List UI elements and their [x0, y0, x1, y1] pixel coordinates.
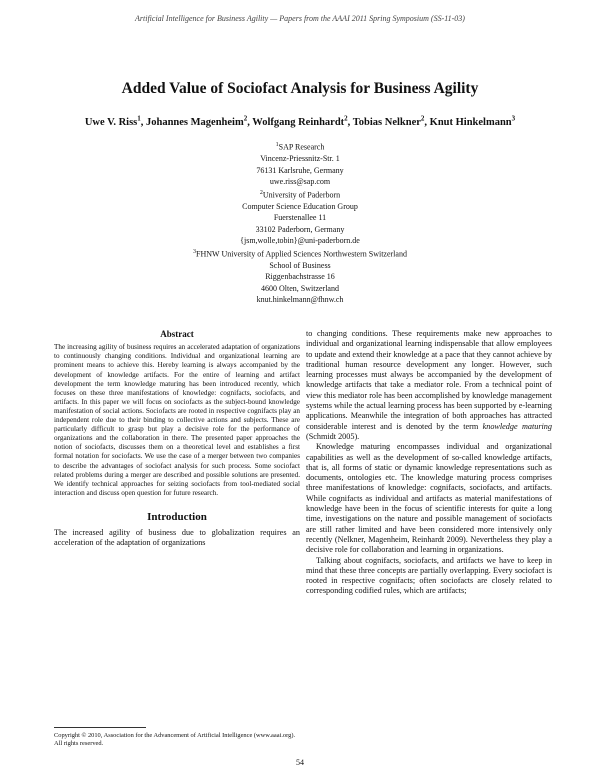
affiliations: [0, 140, 600, 306]
affiliation-line: 76131 Karlsruhe, Germany: [256, 165, 344, 175]
affiliation-line: $^1$SAP Research: [275, 142, 325, 152]
copyright-notice: Copyright © 2010, Association for the Advancement of Artificial Intelligence (www.aaai.org). All rights reserved.: [54, 732, 296, 747]
affiliation-line: Vincenz-Priessnitz-Str. 1: [260, 154, 340, 164]
author: Uwe V. Riss$^1$,: [84, 114, 146, 128]
affiliation-email[interactable]: {jsm,wolle,tobin}@uni-paderborn.de: [240, 236, 360, 246]
left-column: [54, 329, 300, 549]
abstract-text: The increasing agility of business requires an accelerated adaptation of organizations to continuously changing conditions. Individual and organizational learning are prominent means to achieve this. Hereby learning is always accompanied by the development of knowledge artifacts. For the entire of learning and artifact development the term knowledge maturing has been introduced recently, which focuses on these three manifestations of knowledge: cognifacts, sociofacts, and artifacts. In this paper we will focus on sociofacts as the subject-bound knowledge manifestation of social actions. Sociofacts are rooted in respective cognifacts play an independent role due to their binding to collective actions and subjects. These are particularly difficult to grasp but play a decisive role for the performance of organizations and the collaboration in there. The presented paper approaches the notion of sociofacts, discusses them on a theoretical level and establishes a first formal notation for sociofacts. We use the case of a merger between two companies to describe the advantages of sociofact analysis for such process. Some sociofact related problems during a merger are described and possible solutions are presented. We identify technical approaches for seizing sociofacts from tool-mediated social interaction and discuss open question for future research.: [54, 343, 300, 497]
running-header: Artificial Intelligence for Business Agility — Papers from the AAAI 2011 Spring Symposium (SS-11-03): [135, 14, 465, 23]
introduction-heading: Introduction: [147, 510, 207, 523]
affiliation-email[interactable]: knut.hinkelmann@fhnw.ch: [256, 295, 344, 305]
term-emphasis: knowledge maturing: [482, 421, 552, 431]
affiliation-line: $^3$FHNW University of Applied Sciences Northwestern Switzerland: [193, 248, 407, 259]
affiliation-line: Fuerstenallee 11: [273, 213, 327, 223]
affiliation-line: Riggenbachstrasse 16: [265, 272, 335, 282]
body-paragraph: Knowledge maturing encompasses individual and organizational capabilities as well as the development of so-called knowledge artifacts, that is, all forms of static or dynamic knowledge representations such as documents, ontologies etc. The knowledge maturing process comprises three manifestations of knowledge: cognifacts, sociofacts, and artifacts. While cognifacts as individual and artifacts as material manifestations of knowledge have been in the focus of scientific interests for quite a long time, investigations on the nature and possible management of sociofacts are still rather limited and have been considered more intensively only recently (Nelkner, Magenheim, Reinhardt 2009). Nevertheless they play a decisive role for collaboration and learning in organizations.: [306, 442, 552, 555]
author: Wolfgang Reinhardt$^2$,: [252, 114, 353, 128]
body-paragraph: Talking about cognifacts, sociofacts, and artifacts we have to keep in mind that these three concepts are partially overlapping. Every sociofact is rooted in respective cognifacts; often sociofacts are closely related to corresponding codified rules, which are artifacts;: [306, 555, 552, 596]
page-number: 54: [296, 758, 304, 767]
affiliation-email[interactable]: uwe.riss@sap.com: [269, 177, 331, 187]
affiliation-line: Computer Science Education Group: [242, 201, 358, 211]
footnote-divider: [54, 727, 146, 728]
right-column: [306, 329, 552, 597]
author: Knut Hinkelmann$^3$: [429, 114, 516, 128]
introduction-paragraph: The increased agility of business due to globalization requires an acceleration of the adaptation of organizations: [54, 528, 300, 548]
body-paragraph: to changing conditions. These requirements make new approaches to individual and organizational learning indispensable that allow employees to update and extend their knowledge at a pace that they cannot achieve by traditional human resource development any longer. However, such learning processes must always be accompanied by the development of knowledge artifacts that take a mediator role. From a technical point of view this mediator role has been accomplished by knowledge management systems while the actual learning process has been supported by e-learning applications. Meanwhile the integration of both approaches has attracted considerable interest and is denoted by the term knowledge maturing (Schmidt 2005).: [306, 329, 552, 441]
author-list: [0, 114, 600, 128]
affiliation-line: 4600 Olten, Switzerland: [261, 283, 339, 293]
author: Tobias Nelkner$^2$,: [352, 114, 430, 128]
abstract-heading: Abstract: [160, 329, 194, 339]
author: Johannes Magenheim$^2$,: [146, 114, 253, 128]
affiliation-line: $^2$University of Paderborn: [259, 189, 341, 200]
affiliation-line: School of Business: [269, 260, 331, 270]
affiliation-line: 33102 Paderborn, Germany: [255, 224, 345, 234]
paper-title: Added Value of Sociofact Analysis for Business Agility: [121, 80, 479, 97]
